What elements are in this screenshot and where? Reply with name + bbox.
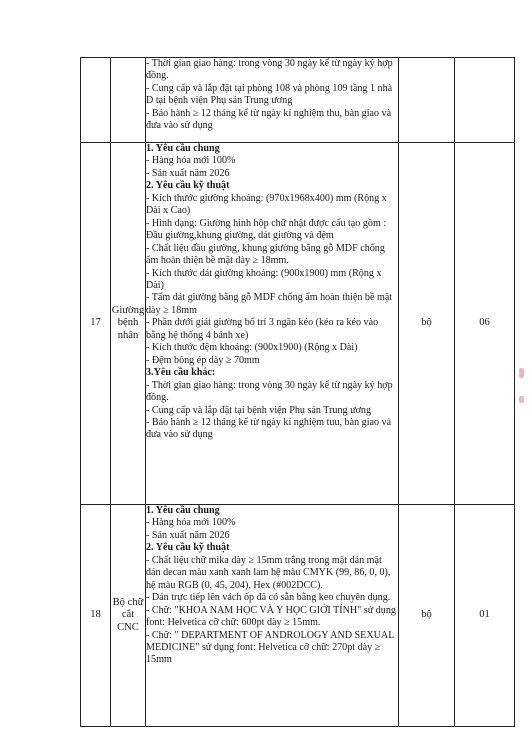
table-row — [81, 505, 515, 727]
description-line: - Dán trực tiếp lên vách ốp đã có sẵn bằng keo chuyên dụng. — [146, 592, 391, 604]
item-name — [111, 58, 146, 143]
description-line: - Chữ: "KHOA NAM HỌC VÀ Y HỌC GIỚI TÍNH" sử dụng font: Helvetica cỡ chữ: 600pt dày ≥ 15mm. — [146, 604, 396, 629]
section-heading: 1. Yêu cầu chung — [146, 143, 220, 154]
section-heading: 1. Yêu cầu chung — [146, 505, 220, 516]
description-line: - Kích thước giường khoảng: (970x1968x400) mm (Rộng x Dài x Cao) — [146, 192, 387, 217]
row-number: 17 — [81, 143, 111, 505]
description-line: - Kích thước dát giường khoảng: (900x1900) mm (Rộng x Dài) — [146, 267, 382, 291]
item-unit — [399, 58, 455, 143]
item-description — [146, 505, 399, 727]
item-description — [146, 58, 399, 143]
description-line: - Tấm dát giường bằng gỗ MDF chống ẩm hoàn thiện bề mặt dày ≥ 18mm — [146, 292, 393, 316]
description-line: - Cung cấp và lắp đặt tại bệnh viện Phụ sản Trung ương — [146, 404, 371, 416]
description-line: - Chất liệu chữ mika dày ≥ 15mm trắng trong mặt dán mặt dán decan màu xanh xanh lam hệ màu CMYK (99, 86, 0, 0), hệ màu RGB (0, 45, 204), Hex (#002DCC). — [146, 554, 391, 591]
description-line: - Chất liệu đầu giường, khung giường bằng gỗ MDF chống ẩm hoàn thiện bề mặt dày ≥ 18mm. — [146, 242, 385, 267]
specification-table-body — [81, 58, 515, 727]
description-line: - Hàng hóa mới 100% — [146, 155, 236, 167]
item-unit: bộ — [399, 143, 455, 505]
section-heading: 2. Yêu cầu kỹ thuật — [146, 542, 230, 554]
description-line: - Bảo hành ≥ 12 tháng kể từ ngày kí nghiệm thu, bàn giao và đưa vào sử dụng — [146, 107, 392, 132]
item-quantity: 06 — [455, 143, 515, 505]
section-heading: 2. Yêu cầu kỹ thuật — [146, 180, 230, 192]
description-line: - Thời gian giao hàng: trong vòng 30 ngày kể từ ngày ký hợp đồng. — [146, 379, 393, 404]
description-line: - Sản xuất năm 2026 — [146, 167, 230, 179]
item-name: Giường bệnh nhân — [111, 143, 146, 505]
section-heading: 3.Yêu cầu khác: — [146, 367, 216, 379]
row-number: 18 — [81, 505, 111, 727]
item-name: Bộ chữ cắt CNC — [111, 505, 146, 727]
table-row — [81, 58, 515, 143]
description-line: - Phần dưới giát giường bố trí 3 ngăn kéo (kéo ra kéo vào bằng hệ thống 4 bánh xe) — [146, 317, 379, 341]
table-row — [81, 143, 515, 505]
description-line: - Hình dạng: Giường hình hộp chữ nhật được cấu tạo gồm : Đầu giường,khung giường, dát giường và đệm — [146, 217, 387, 242]
item-quantity: 01 — [455, 505, 515, 727]
description-line: - Kích thước đệm khoảng: (900x1900) (Rộng x Dài) — [146, 342, 358, 354]
description-line: - Thời gian giao hàng: trong vòng 30 ngày kể từ ngày ký hợp đồng. — [146, 58, 393, 82]
item-description — [146, 143, 399, 505]
description-line: - Hàng hóa mới 100% — [146, 517, 236, 529]
description-line: - Đệm bông ép dày ≥ 70mm — [146, 354, 260, 366]
description-line: - Sản xuất năm 2026 — [146, 529, 230, 541]
description-line: - Chữ: " DEPARTMENT OF ANDROLOGY AND SEXUAL MEDICINE" sử dụng font: Helvetica cỡ chữ: 270pt dày ≥ 15mm — [146, 629, 394, 666]
red-stamp-mark — [519, 368, 524, 378]
specification-table — [80, 57, 515, 727]
description-line: - Cung cấp và lắp đặt tại phòng 108 và phòng 109 tầng 1 nhà D tại bệnh viện Phụ sản Trung ương — [146, 82, 393, 107]
item-unit: bộ — [399, 505, 455, 727]
description-line: - Bảo hành ≥ 12 tháng kể từ ngày kí nghiệm tuu, bàn giao và đưa vào sử dụng — [146, 416, 392, 441]
red-stamp-mark — [519, 396, 524, 403]
row-number — [81, 58, 111, 143]
item-quantity — [455, 58, 515, 143]
